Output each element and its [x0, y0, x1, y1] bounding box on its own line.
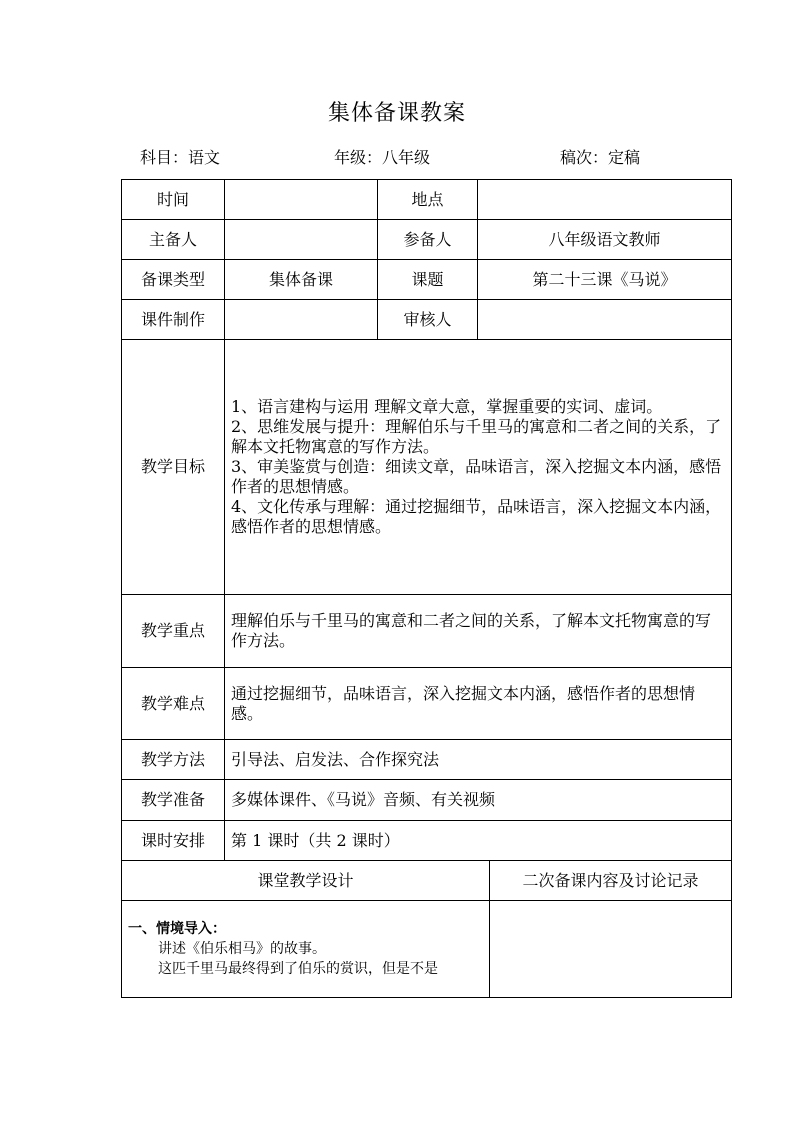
reviewer-value — [478, 300, 732, 340]
place-label: 地点 — [378, 180, 478, 220]
table-row — [122, 861, 732, 901]
goals-label: 教学目标 — [122, 340, 225, 595]
topic-label: 课题 — [378, 260, 478, 300]
table-row — [122, 595, 732, 668]
time-value — [225, 180, 378, 220]
preparation-text: 多媒体课件、《马说》音频、有关视频 — [225, 780, 732, 821]
table-row — [122, 340, 732, 595]
goal-item: 4、文化传承与理解：通过挖掘细节，品味语言，深入挖掘文本内涵，感悟作者的思想情感。 — [231, 497, 722, 536]
design-line: 这匹千里马最终得到了伯乐的赏识，但是不是 — [158, 961, 438, 977]
table-row — [122, 901, 732, 998]
courseware-value — [225, 300, 378, 340]
goal-item: 1、语言建构与运用 理解文章大意，掌握重要的实词、虚词。 — [231, 397, 663, 416]
notes-header: 二次备课内容及讨论记录 — [490, 861, 732, 901]
preparation-label: 教学准备 — [122, 780, 225, 821]
notes-content — [490, 901, 732, 998]
time-label: 时间 — [122, 180, 225, 220]
methods-label: 教学方法 — [122, 740, 225, 780]
participants-label: 参备人 — [378, 220, 478, 260]
goal-item: 3、审美鉴赏与创造：细读文章，品味语言，深入挖掘文本内涵，感悟作者的思想情感。 — [231, 457, 722, 496]
type-label: 备课类型 — [122, 260, 225, 300]
table-row — [122, 821, 732, 861]
draft-field: 稿次：定稿 — [560, 148, 641, 167]
design-header: 课堂教学设计 — [122, 861, 490, 901]
participants-value: 八年级语文教师 — [478, 220, 732, 260]
place-value — [478, 180, 732, 220]
reviewer-label: 审核人 — [378, 300, 478, 340]
table-row — [122, 780, 732, 821]
difficulties-text: 通过挖掘细节，品味语言，深入挖掘文本内涵，感悟作者的思想情感。 — [225, 668, 732, 740]
table-row — [122, 180, 732, 220]
key-points-label: 教学重点 — [122, 595, 225, 668]
table-row — [122, 220, 732, 260]
schedule-text: 第 1 课时（共 2 课时） — [225, 821, 732, 861]
table-row — [122, 740, 732, 780]
section-title: 一、情境导入： — [128, 921, 226, 937]
lead-label: 主备人 — [122, 220, 225, 260]
table-row — [122, 260, 732, 300]
page-title: 集体备课教案 — [327, 101, 466, 126]
topic-value: 第二十三课《马说》 — [478, 260, 732, 300]
methods-text: 引导法、启发法、合作探究法 — [225, 740, 732, 780]
table-row — [122, 300, 732, 340]
lead-value — [225, 220, 378, 260]
type-value: 集体备课 — [225, 260, 378, 300]
design-line: 讲述《伯乐相马》的故事。 — [158, 941, 326, 957]
goals-content — [225, 340, 732, 595]
key-points-text: 理解伯乐与千里马的寓意和二者之间的关系，了解本文托物寓意的写作方法。 — [225, 595, 732, 668]
lesson-plan-table — [121, 179, 732, 998]
subject-field: 科目：语文 — [140, 148, 221, 167]
table-row — [122, 668, 732, 740]
design-content — [122, 901, 490, 998]
grade-field: 年级：八年级 — [334, 148, 431, 167]
difficulties-label: 教学难点 — [122, 668, 225, 740]
schedule-label: 课时安排 — [122, 821, 225, 861]
goal-item: 2、思维发展与提升：理解伯乐与千里马的寓意和二者之间的关系，了解本文托物寓意的写作方法。 — [231, 417, 722, 456]
courseware-label: 课件制作 — [122, 300, 225, 340]
